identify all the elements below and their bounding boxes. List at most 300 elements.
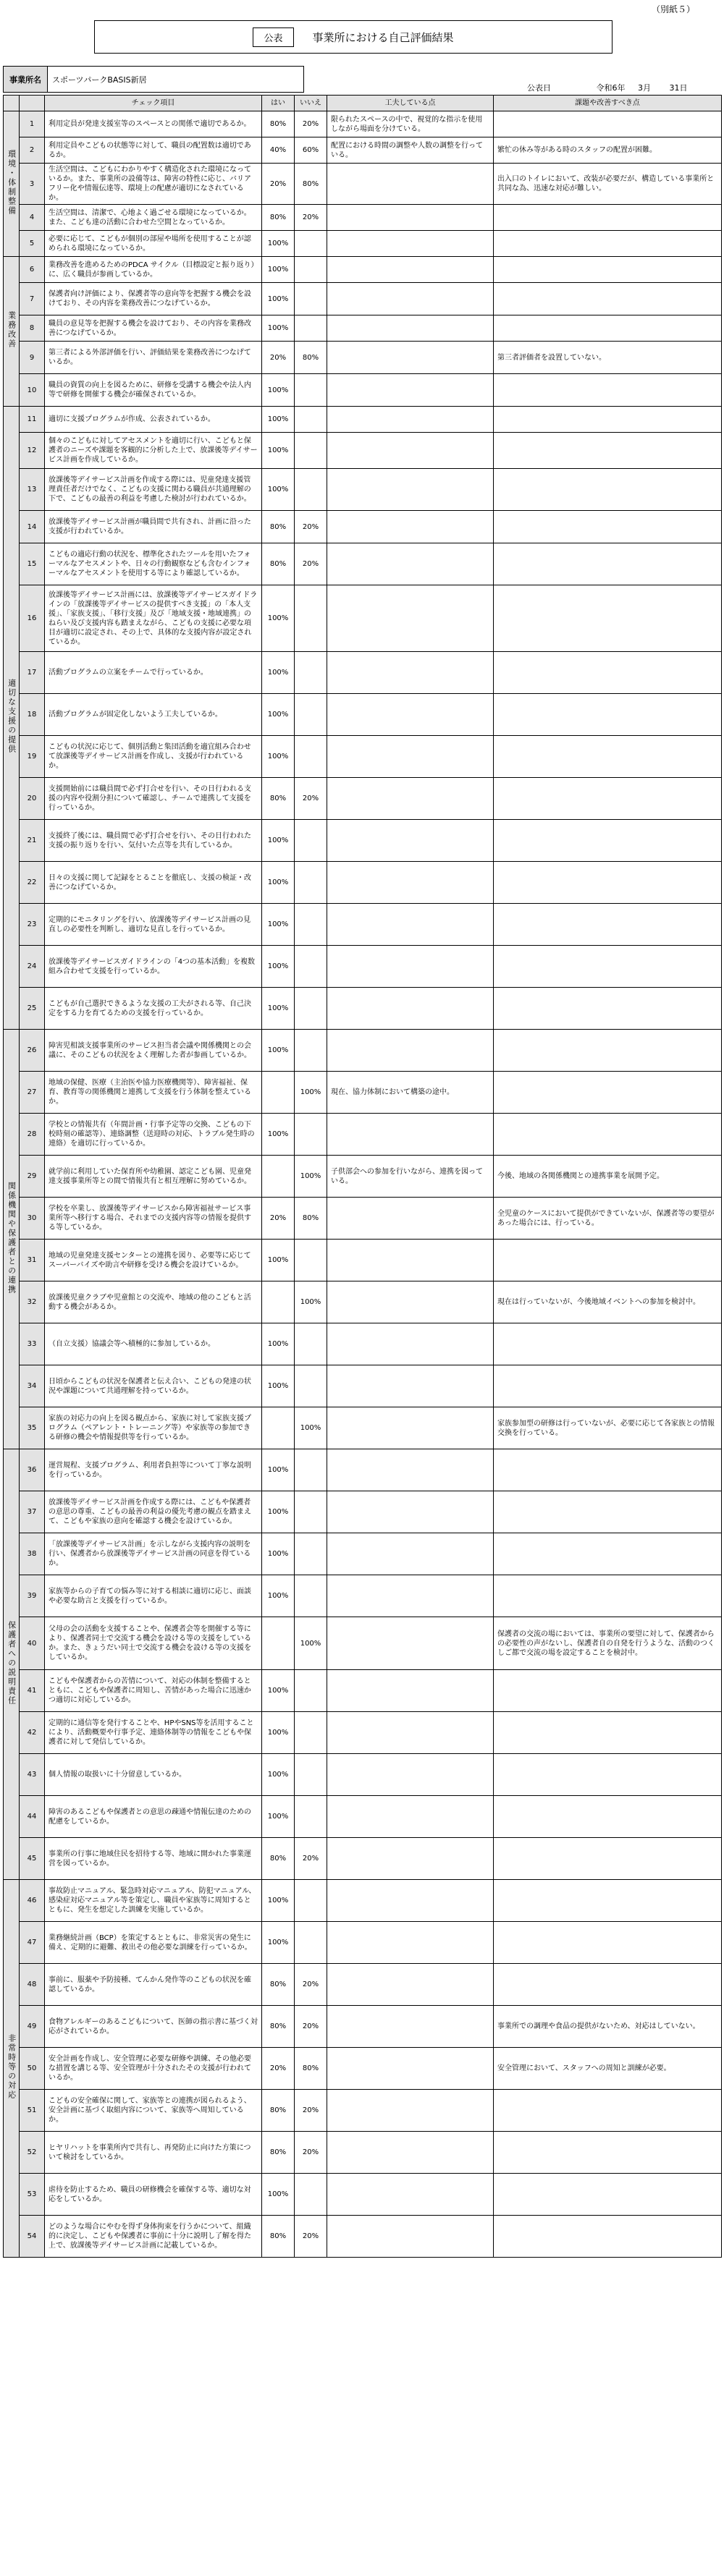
no-percentage: 80% (295, 342, 327, 374)
no-percentage (295, 1533, 327, 1575)
issue-note (494, 1880, 722, 1922)
item-number: 20 (20, 778, 45, 820)
item-number: 37 (20, 1491, 45, 1533)
yes-percentage: 100% (262, 2174, 295, 2216)
item-number: 52 (20, 2132, 45, 2174)
no-percentage (295, 862, 327, 904)
item-number: 34 (20, 1365, 45, 1407)
no-percentage (295, 1491, 327, 1533)
no-percentage (295, 820, 327, 862)
item-number: 35 (20, 1407, 45, 1449)
issue-note (494, 1114, 722, 1156)
item-number: 47 (20, 1922, 45, 1964)
publication-date-era: 令和6年 (596, 83, 626, 93)
no-percentage: 100% (295, 1617, 327, 1670)
no-percentage: 20% (295, 111, 327, 137)
table-row (4, 1030, 722, 1072)
item-number: 16 (20, 585, 45, 652)
item-number: 43 (20, 1754, 45, 1796)
yes-percentage (262, 1281, 295, 1323)
issue-note (494, 1575, 722, 1617)
check-item-text: こどもが自己選択できるような支援の工夫がされる等、自己決定をする力を育てるための支援を行っているか。 (45, 988, 262, 1030)
category-label: 適切な支援の提供 (7, 679, 17, 754)
yes-percentage: 80% (262, 205, 295, 231)
no-percentage: 20% (295, 543, 327, 585)
table-row (4, 1880, 722, 1922)
no-percentage (295, 1030, 327, 1072)
check-item-text: 活動プログラムの立案をチームで行っているか。 (45, 652, 262, 694)
item-number: 40 (20, 1617, 45, 1670)
no-percentage (295, 374, 327, 407)
table-row (4, 1365, 722, 1407)
check-item-text: こどもの状況に応じて、個別活動と集団活動を適宜組み合わせて放課後等デイサービス計画を作成し、支援が行われているか。 (45, 736, 262, 778)
table-row (4, 164, 722, 205)
yes-percentage: 80% (262, 2216, 295, 2258)
table-row (4, 137, 722, 164)
check-item-text: 就学前に利用していた保育所や幼稚園、認定こども園、児童発達支援事業所等との間で情報共有と相互理解に努めているか。 (45, 1156, 262, 1198)
check-item-text: 生活空間は、清潔で、心地よく過ごせる環境になっているか。また、こども達の活動に合わせた空間となっているか。 (45, 205, 262, 231)
issue-note (494, 315, 722, 342)
page-title: 事業所における自己評価結果 (312, 30, 454, 44)
no-percentage: 100% (295, 1281, 327, 1323)
item-number: 38 (20, 1533, 45, 1575)
check-item-text: （自立支援）協議会等へ積極的に参加しているか。 (45, 1323, 262, 1365)
effort-note (327, 2174, 494, 2216)
table-row (4, 407, 722, 433)
category-label: 環境・体制整備 (7, 149, 17, 216)
no-percentage (295, 694, 327, 736)
effort-note (327, 543, 494, 585)
item-number: 2 (20, 137, 45, 164)
yes-percentage (262, 1407, 295, 1449)
issue-note (494, 374, 722, 407)
item-number: 23 (20, 904, 45, 946)
check-item-text: 運営規程、支援プログラム、利用者負担等について丁寧な説明を行っているか。 (45, 1449, 262, 1491)
effort-note (327, 1922, 494, 1964)
no-percentage (295, 407, 327, 433)
check-item-text: 定期的に通信等を発行することや、HPやSNS等を活用することにより、活動概要や行事予定、連絡体制等の情報をこどもや保護者に対して発信しているか。 (45, 1712, 262, 1754)
publication-date-month: 3月 (638, 83, 651, 93)
yes-percentage: 100% (262, 469, 295, 511)
effort-note (327, 585, 494, 652)
header-number (20, 96, 45, 111)
yes-percentage: 100% (262, 1365, 295, 1407)
no-percentage (295, 1670, 327, 1712)
no-percentage (295, 1712, 327, 1754)
table-row (4, 1281, 722, 1323)
no-percentage (295, 1114, 327, 1156)
table-row (4, 862, 722, 904)
table-row (4, 374, 722, 407)
item-number: 32 (20, 1281, 45, 1323)
category-cell (4, 407, 20, 1030)
table-row (4, 543, 722, 585)
no-percentage (295, 946, 327, 988)
effort-note (327, 407, 494, 433)
issue-note: 事業所での調理や食品の提供がないため、対応はしていない。 (494, 2006, 722, 2048)
item-number: 8 (20, 315, 45, 342)
header-category (4, 96, 20, 111)
header-check-item: チェック項目 (45, 96, 262, 111)
issue-note (494, 1533, 722, 1575)
item-number: 27 (20, 1072, 45, 1114)
issue-note (494, 694, 722, 736)
item-number: 4 (20, 205, 45, 231)
no-percentage: 60% (295, 137, 327, 164)
effort-note: 子供部会への参加を行いながら、連携を図っている。 (327, 1156, 494, 1198)
table-row (4, 1838, 722, 1880)
table-row (4, 1156, 722, 1198)
table-row (4, 694, 722, 736)
yes-percentage: 80% (262, 1838, 295, 1880)
table-row (4, 469, 722, 511)
table-row (4, 1617, 722, 1670)
issue-note (494, 2174, 722, 2216)
table-row (4, 433, 722, 469)
yes-percentage: 100% (262, 652, 295, 694)
check-item-text: 虐待を防止するため、職員の研修機会を確保する等、適切な対応をしているか。 (45, 2174, 262, 2216)
check-item-text: 支援開始前には職員間で必ず打合せを行い、その日行われる支援の内容や役割分担について確認し、チームで連携して支援を行っているか。 (45, 778, 262, 820)
table-row (4, 2216, 722, 2258)
yes-percentage (262, 1072, 295, 1114)
item-number: 22 (20, 862, 45, 904)
table-row (4, 652, 722, 694)
item-number: 12 (20, 433, 45, 469)
item-number: 42 (20, 1712, 45, 1754)
no-percentage: 20% (295, 205, 327, 231)
yes-percentage: 100% (262, 1449, 295, 1491)
table-row (4, 1922, 722, 1964)
check-item-text: 食物アレルギーのあるこどもについて、医師の指示書に基づく対応がされているか。 (45, 2006, 262, 2048)
check-item-text: 安全計画を作成し、安全管理に必要な研修や訓練、その他必要な措置を講じる等、安全管理が十分されたその支援が行われているか。 (45, 2048, 262, 2090)
item-number: 30 (20, 1198, 45, 1240)
effort-note (327, 820, 494, 862)
no-percentage (295, 283, 327, 315)
check-item-text: 「放課後等デイサービス計画」を示しながら支援内容の説明を行い、保護者から放課後等デイサービス計画の同意を得ているか。 (45, 1533, 262, 1575)
no-percentage: 80% (295, 1198, 327, 1240)
yes-percentage: 100% (262, 374, 295, 407)
item-number: 1 (20, 111, 45, 137)
check-item-text: 業務継続計画（BCP）を策定するとともに、非常災害の発生に備え、定期的に避難、救出その他必要な訓練を行っているか。 (45, 1922, 262, 1964)
yes-percentage: 100% (262, 1323, 295, 1365)
no-percentage (295, 433, 327, 469)
category-cell (4, 1030, 20, 1449)
table-row (4, 1796, 722, 1838)
item-number: 26 (20, 1030, 45, 1072)
item-number: 24 (20, 946, 45, 988)
yes-percentage: 20% (262, 1198, 295, 1240)
check-item-text: 生活空間は、こどもにわかりやすく構造化された環境になっているか。また、事業所の設備等は、障害の特性に応じ、バリアフリー化や情報伝達等、環境上の配慮が適切になされているか。 (45, 164, 262, 205)
item-number: 49 (20, 2006, 45, 2048)
issue-note: 現在は行っていないが、今後地域イベントへの参加を検討中。 (494, 1281, 722, 1323)
check-item-text: ヒヤリハットを事業所内で共有し、再発防止に向けた方策について検討をしているか。 (45, 2132, 262, 2174)
item-number: 19 (20, 736, 45, 778)
issue-note (494, 283, 722, 315)
yes-percentage: 100% (262, 257, 295, 283)
check-item-text: こどもや保護者からの苦情について、対応の体制を整備するとともに、こどもや保護者に周知し、苦情があった場合に迅速かつ適切に対応しているか。 (45, 1670, 262, 1712)
check-item-text: 利用定員やこどもの状態等に対して、職員の配置数は適切であるか。 (45, 137, 262, 164)
no-percentage: 20% (295, 2090, 327, 2132)
table-row (4, 1533, 722, 1575)
effort-note (327, 374, 494, 407)
effort-note (327, 778, 494, 820)
yes-percentage: 100% (262, 862, 295, 904)
table-row (4, 111, 722, 137)
issue-note (494, 1838, 722, 1880)
check-item-text: 学校を卒業し、放課後等デイサービスから障害福祉サービス事業所等へ移行する場合、それまでの支援内容等の情報を提供する等しているか。 (45, 1198, 262, 1240)
issue-note (494, 2132, 722, 2174)
item-number: 17 (20, 652, 45, 694)
item-number: 11 (20, 407, 45, 433)
yes-percentage: 20% (262, 2048, 295, 2090)
table-row (4, 1712, 722, 1754)
check-item-text: 職員の資質の向上を図るために、研修を受講する機会や法人内等で研修を開催する機会が確保されているか。 (45, 374, 262, 407)
effort-note (327, 1198, 494, 1240)
effort-note (327, 1712, 494, 1754)
no-percentage (295, 1575, 327, 1617)
publication-date-day: 31日 (669, 83, 688, 93)
issue-note: 繁忙の休み等がある時のスタッフの配置が困難。 (494, 137, 722, 164)
check-item-text: 事前に、服薬や予防接種、てんかん発作等のこどもの状況を確認しているか。 (45, 1964, 262, 2006)
evaluation-table (3, 95, 722, 2258)
table-row (4, 988, 722, 1030)
table-row (4, 1670, 722, 1712)
effort-note (327, 2006, 494, 2048)
no-percentage: 100% (295, 1072, 327, 1114)
issue-note (494, 1365, 722, 1407)
yes-percentage: 40% (262, 137, 295, 164)
effort-note (327, 2216, 494, 2258)
item-number: 50 (20, 2048, 45, 2090)
table-row (4, 2174, 722, 2216)
table-row (4, 1323, 722, 1365)
effort-note (327, 1838, 494, 1880)
issue-note (494, 988, 722, 1030)
check-item-text: 放課後児童クラブや児童館との交流や、地域の他のこどもと活動する機会があるか。 (45, 1281, 262, 1323)
check-item-text: 支援終了後には、職員間で必ず打合せを行い、その日行われた支援の振り返りを行い、気付いた点等を共有しているか。 (45, 820, 262, 862)
check-item-text: どのような場合にやむを得ず身体拘束を行うかについて、組織的に決定し、こどもや保護者に事前に十分に説明し了解を得た上で、放課後等デイサービス計画に記載しているか。 (45, 2216, 262, 2258)
item-number: 18 (20, 694, 45, 736)
check-item-text: 放課後等デイサービス計画を作成する際には、児童発達支援管理責任者だけでなく、こどもの支援に関わる職員が共通理解の下で、こどもの最善の利益を考慮した検討が行われているか。 (45, 469, 262, 511)
check-item-text: 障害児相談支援事業所のサービス担当者会議や関係機関との会議に、そのこどもの状況をよく理解した者が参画しているか。 (45, 1030, 262, 1072)
issue-note (494, 1240, 722, 1281)
effort-note (327, 1575, 494, 1617)
category-label: 業務改善 (7, 311, 17, 349)
effort-note (327, 1964, 494, 2006)
effort-note (327, 1407, 494, 1449)
issue-note (494, 433, 722, 469)
check-item-text: 放課後等デイサービス計画には、放課後等デイサービスガイドラインの「放課後等デイサービスの提供すべき支援」の「本人支援」、「家族支援」、「移行支援」及び「地域支援・地域連携」のねらい及び支援内容も踏まえながら、こどもの支援に必要な項目が適切に設定され、その上で、具体的な支援内容が設定されているか。 (45, 585, 262, 652)
effort-note (327, 1533, 494, 1575)
yes-percentage: 100% (262, 1575, 295, 1617)
yes-percentage: 100% (262, 283, 295, 315)
table-row (4, 1964, 722, 2006)
no-percentage (295, 1365, 327, 1407)
yes-percentage: 100% (262, 1712, 295, 1754)
issue-note (494, 1072, 722, 1114)
header-issue: 課題や改善すべき点 (494, 96, 722, 111)
table-row (4, 1198, 722, 1240)
item-number: 9 (20, 342, 45, 374)
no-percentage: 20% (295, 2006, 327, 2048)
table-row (4, 2048, 722, 2090)
effort-note: 現在、協力体制において構築の途中。 (327, 1072, 494, 1114)
yes-percentage: 100% (262, 1533, 295, 1575)
yes-percentage: 100% (262, 1114, 295, 1156)
effort-note (327, 1281, 494, 1323)
effort-note (327, 736, 494, 778)
effort-note (327, 1114, 494, 1156)
table-row (4, 1240, 722, 1281)
issue-note (494, 820, 722, 862)
issue-note: 安全管理において、スタッフへの周知と訓練が必要。 (494, 2048, 722, 2090)
issue-note (494, 407, 722, 433)
item-number: 7 (20, 283, 45, 315)
item-number: 44 (20, 1796, 45, 1838)
issue-note (494, 1922, 722, 1964)
no-percentage (295, 231, 327, 257)
annex-label: （別紙５） (651, 4, 695, 14)
check-item-text: 家族等からの子育ての悩み等に対する相談に適切に応じ、面談や必要な助言と支援を行っているか。 (45, 1575, 262, 1617)
check-item-text: 業務改善を進めるためのPDCA サイクル（目標設定と振り返り）に、広く職員が参画しているか。 (45, 257, 262, 283)
table-row (4, 2090, 722, 2132)
effort-note (327, 1617, 494, 1670)
header-yes: はい (262, 96, 295, 111)
effort-note: 限られたスペースの中で、視覚的な指示を使用しながら場面を分けている。 (327, 111, 494, 137)
issue-note (494, 652, 722, 694)
table-row (4, 820, 722, 862)
table-row (4, 778, 722, 820)
check-item-text: 放課後等デイサービス計画が職員間で共有され、計画に沿った支援が行われているか。 (45, 511, 262, 543)
no-percentage: 20% (295, 778, 327, 820)
issue-note: 第三者評価者を設置していない。 (494, 342, 722, 374)
issue-note (494, 1670, 722, 1712)
effort-note (327, 511, 494, 543)
item-number: 51 (20, 2090, 45, 2132)
no-percentage: 80% (295, 164, 327, 205)
issue-note (494, 111, 722, 137)
item-number: 10 (20, 374, 45, 407)
yes-percentage: 80% (262, 111, 295, 137)
check-item-text: 日々の支援に関して記録をとることを徹底し、支援の検証・改善につなげているか。 (45, 862, 262, 904)
office-name-value: スポーツパークBASIS新居 (48, 67, 304, 93)
no-percentage: 100% (295, 1156, 327, 1198)
issue-note: 今後、地域の各関係機関との連携事業を展開予定。 (494, 1156, 722, 1198)
office-name-label: 事業所名 (4, 67, 48, 93)
yes-percentage: 100% (262, 946, 295, 988)
item-number: 25 (20, 988, 45, 1030)
effort-note: 配置における時間の調整や人数の調整を行っている。 (327, 137, 494, 164)
check-item-text: 活動プログラムが固定化しないよう工夫しているか。 (45, 694, 262, 736)
no-percentage (295, 904, 327, 946)
publication-date-label: 公表日 (527, 83, 551, 93)
yes-percentage: 100% (262, 1754, 295, 1796)
item-number: 48 (20, 1964, 45, 2006)
effort-note (327, 1880, 494, 1922)
category-cell (4, 1449, 20, 1880)
publication-date (527, 82, 688, 93)
no-percentage (295, 257, 327, 283)
no-percentage (295, 988, 327, 1030)
table-row (4, 1575, 722, 1617)
effort-note (327, 988, 494, 1030)
issue-note (494, 1754, 722, 1796)
check-item-text: 保護者向け評価により、保護者等の意向等を把握する機会を設けており、その内容を業務改善につなげているか。 (45, 283, 262, 315)
yes-percentage: 100% (262, 1796, 295, 1838)
check-item-text: 学校との情報共有（年間計画・行事予定等の交換、こどもの下校時刻の確認等）、連絡調整（送迎時の対応、トラブル発生時の連絡）を適切に行っているか。 (45, 1114, 262, 1156)
no-percentage (295, 2174, 327, 2216)
check-item-text: 個々のこどもに対してアセスメントを適切に行い、こどもと保護者のニーズや課題を客観的に分析した上で、放課後等デイサービス計画を作成しているか。 (45, 433, 262, 469)
category-label: 非常時等の対応 (7, 2034, 17, 2100)
check-item-text: 事故防止マニュアル、緊急時対応マニュアル、防犯マニュアル、感染症対応マニュアル等を策定し、職員や家族等に周知するとともに、発生を想定した訓練を実施しているか。 (45, 1880, 262, 1922)
no-percentage (295, 315, 327, 342)
issue-note (494, 2216, 722, 2258)
issue-note (494, 1323, 722, 1365)
effort-note (327, 1240, 494, 1281)
no-percentage (295, 1922, 327, 1964)
yes-percentage: 20% (262, 164, 295, 205)
yes-percentage: 80% (262, 511, 295, 543)
yes-percentage: 100% (262, 736, 295, 778)
item-number: 41 (20, 1670, 45, 1712)
issue-note (494, 862, 722, 904)
effort-note (327, 231, 494, 257)
issue-note (494, 585, 722, 652)
issue-note (494, 205, 722, 231)
item-number: 46 (20, 1880, 45, 1922)
no-percentage (295, 1796, 327, 1838)
effort-note (327, 283, 494, 315)
public-badge: 公表 (253, 27, 293, 47)
table-row (4, 2132, 722, 2174)
office-name-table (3, 66, 304, 93)
yes-percentage: 100% (262, 1030, 295, 1072)
issue-note: 全児童のケースにおいて提供ができていないが、保護者等の要望があった場合には、行っている。 (494, 1198, 722, 1240)
check-item-text: 地域の保健、医療（主治医や協力医療機関等）、障害福祉、保育、教育等の関係機関と連携して支援を行う体制を整えているか。 (45, 1072, 262, 1114)
no-percentage: 20% (295, 1964, 327, 2006)
table-row (4, 1754, 722, 1796)
issue-note (494, 778, 722, 820)
effort-note (327, 1491, 494, 1533)
check-item-text: こどもの安全確保に関して、家族等との連携が図られるよう、安全計画に基づく取組内容について、家族等へ周知しているか。 (45, 2090, 262, 2132)
item-number: 5 (20, 231, 45, 257)
check-item-text: 定期的にモニタリングを行い、放課後等デイサービス計画の見直しの必要性を判断し、適切な見直しを行っているか。 (45, 904, 262, 946)
item-number: 33 (20, 1323, 45, 1365)
effort-note (327, 164, 494, 205)
check-item-text: 必要に応じて、こどもが個別の部屋や場所を使用することが認められる環境になっているか。 (45, 231, 262, 257)
no-percentage (295, 1240, 327, 1281)
issue-note (494, 1964, 722, 2006)
effort-note (327, 1754, 494, 1796)
table-row (4, 342, 722, 374)
yes-percentage: 80% (262, 2006, 295, 2048)
effort-note (327, 1796, 494, 1838)
table-row (4, 205, 722, 231)
table-row (4, 1491, 722, 1533)
yes-percentage: 100% (262, 433, 295, 469)
table-row (4, 904, 722, 946)
issue-note (494, 231, 722, 257)
check-item-text: 放課後等デイサービスガイドラインの「4つの基本活動」を複数組み合わせて支援を行っているか。 (45, 946, 262, 988)
issue-note (494, 1796, 722, 1838)
no-percentage: 100% (295, 1407, 327, 1449)
check-item-text: 適切に支援プログラムが作成、公表されているか。 (45, 407, 262, 433)
check-item-text: 地域の児童発達支援センターとの連携を図り、必要等に応じてスーパーバイズや助言や研修を受ける機会を設けているか。 (45, 1240, 262, 1281)
no-percentage (295, 585, 327, 652)
effort-note (327, 862, 494, 904)
title-box (94, 20, 613, 54)
item-number: 39 (20, 1575, 45, 1617)
